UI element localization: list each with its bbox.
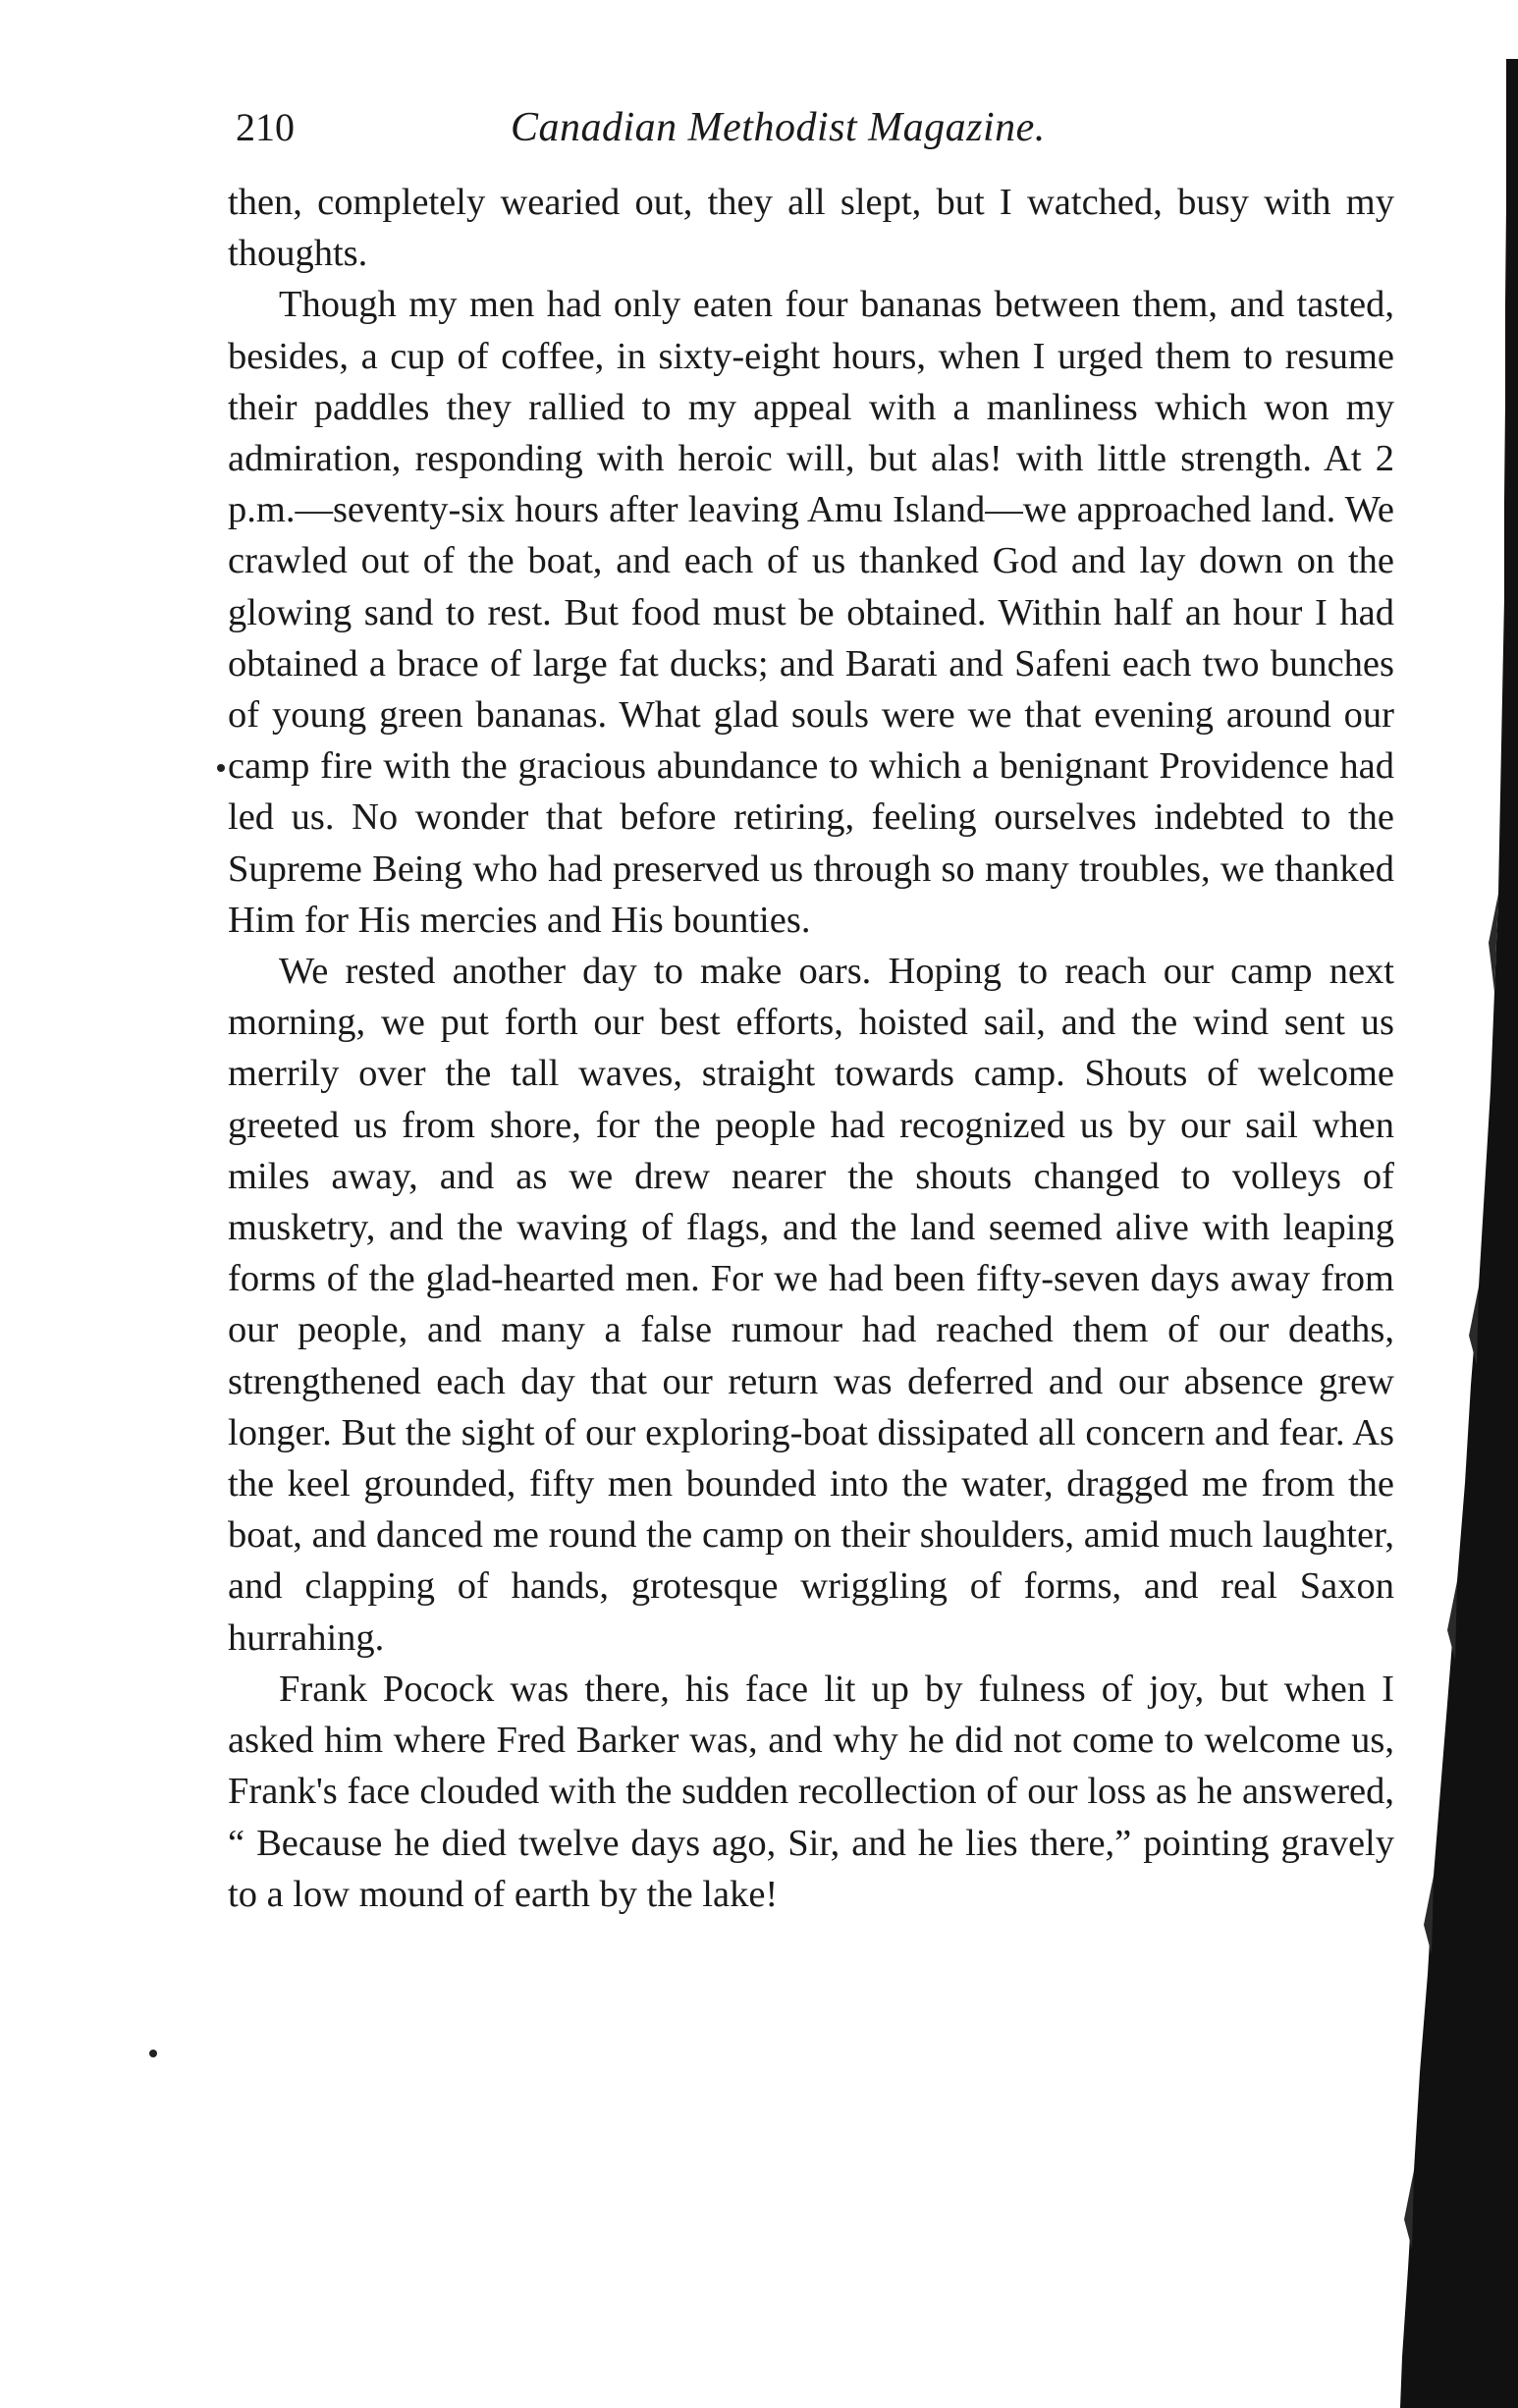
page-number: 210 bbox=[236, 105, 295, 149]
body-text bbox=[228, 177, 1394, 1920]
paragraph-3: We rested another day to make oars. Hoping to reach our camp next morning, we put forth our best efforts, hoisted sail, and the wind sent us merrily over the tall waves, straight towards camp. Shouts of welcome greeted us from shore, for the people had recognized us by our sail when miles away, and as we drew nearer the shouts changed to volleys of musketry, and the waving of flags, and the land seemed alive with leaping forms of the glad-hearted men. For we had been fifty-seven days away from our people, and many a false rumour had reached them of our deaths, strengthened each day that our return was deferred and our absence grew longer. But the sight of our exploring-boat dissipated all concern and fear. As the keel grounded, fifty men bounded into the water, dragged me from the boat, and danced me round the camp on their shoulders, amid much laughter, and clapping of hands, grotesque wriggling of forms, and real Saxon hurrahing. bbox=[228, 951, 1394, 1659]
binding-shadow bbox=[1400, 59, 1518, 2408]
margin-speck bbox=[217, 764, 225, 772]
margin-speck bbox=[149, 2050, 157, 2057]
paragraph-4: Frank Pocock was there, his face lit up by fulness of joy, but when I asked him where Fred Barker was, and why he did not come to welcome us, Frank's face clouded with the sudden recollection of our loss as he answered, “ Because he died twelve days ago, Sir, and he lies there,” pointing gravely to a low mound of earth by the lake! bbox=[228, 1668, 1394, 1915]
page-header bbox=[236, 98, 1139, 157]
running-title: Canadian Methodist Magazine. bbox=[511, 105, 1046, 150]
paragraph-1: then, completely wearied out, they all slept, but I watched, busy with my thoughts. bbox=[228, 182, 1394, 275]
paragraph-2: Though my men had only eaten four bananas between them, and tasted, besides, a cup of coffee, in sixty-eight hours, when I urged them to resume their paddles they rallied to my appeal with a manliness which won my admiration, responding with heroic will, but alas! with little strength. At 2 p.m.—seventy-six hours after leaving Amu Island—we approached land. We crawled out of the boat, and each of us thanked God and lay down on the glowing sand to rest. But food must be obtained. Within half an hour I had obtained a brace of large fat ducks; and Barati and Safeni each two bunches of young green bananas. What glad souls were we that evening around our camp fire with the gracious abundance to which a benignant Providence had led us. No wonder that before retiring, feeling ourselves indebted to the Supreme Being who had preserved us through so many troubles, we thanked Him for His mercies and His bounties. bbox=[228, 284, 1394, 941]
